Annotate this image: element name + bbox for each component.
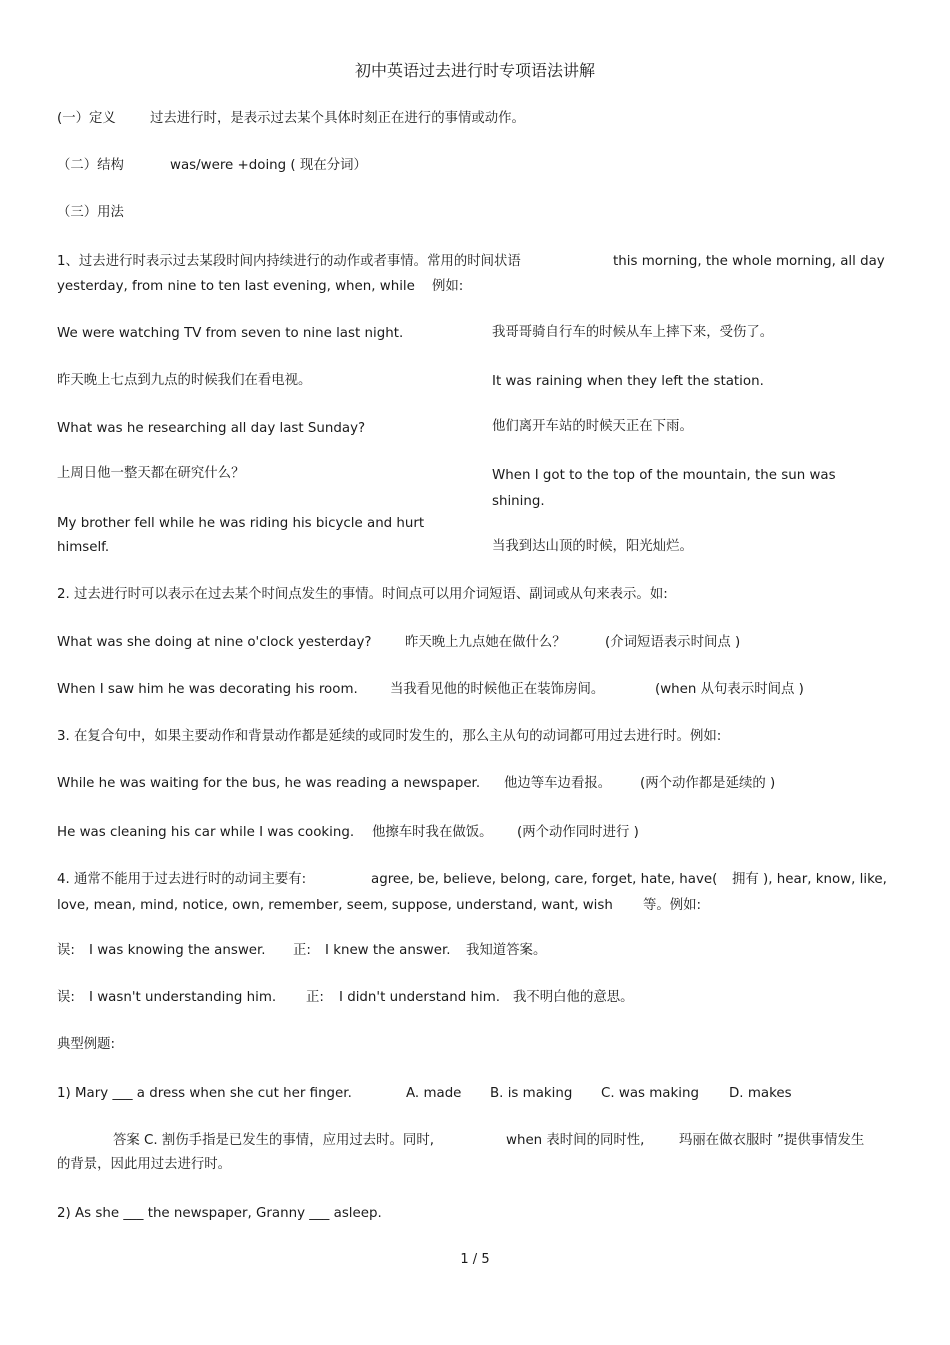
answer-1-conclusion: 的背景，因此用过去进行时。	[57, 1157, 232, 1172]
usage2-example-2: When I saw him he was decorating his room.	[57, 682, 358, 697]
usage4-heading: 4. 通常不能用于过去进行时的动词主要有:	[57, 872, 307, 887]
translation-1: 我知道答案。	[466, 943, 547, 958]
question-2: 2) As she ___ the newspaper, Granny ___ asleep.	[57, 1206, 382, 1221]
example-left-1: We were watching TV from seven to nine last night.	[57, 326, 404, 341]
question-1-option-d: D. makes	[729, 1086, 792, 1101]
usage3-example-1-note: (两个动作都是延续的 )	[640, 776, 776, 791]
wrong-sentence-1: I was knowing the answer.	[89, 943, 266, 958]
usage2-example-1-note: (介词短语表示时间点 )	[605, 635, 741, 650]
correct-label-2: 正:	[306, 990, 324, 1005]
example-right-3: 他们离开车站的时候天正在下雨。	[492, 419, 693, 434]
structure-formula: was/were +doing (	[170, 158, 296, 173]
usage1-time-phrases: this morning, the whole morning, all day	[613, 254, 885, 269]
question-1: 1) Mary ___ a dress when she cut her finger.	[57, 1086, 352, 1101]
usage2-example-2-cn: 当我看见他的时候他正在装饰房间。	[390, 682, 605, 697]
translation-2: 我不明白他的意思。	[513, 990, 634, 1005]
usage3-example-1: While he was waiting for the bus, he was reading a newspaper.	[57, 776, 481, 791]
definition-text: 过去进行时，是表示过去某个具体时刻正在进行的事情或动作。	[150, 111, 525, 126]
usage4-example-label: 等。例如:	[643, 898, 702, 913]
example-right-1: 我哥哥骑自行车的时候从车上摔下来，受伤了。	[492, 325, 774, 340]
question-1-option-b: B. is making	[490, 1086, 573, 1101]
example-right-4b: shining.	[492, 494, 545, 509]
usage3-example-2-note: (两个动作同时进行 )	[517, 825, 639, 840]
usage3-heading: 3. 在复合句中，如果主要动作和背景动作都是延续的或同时发生的，那么主从句的动词都可用过去进行时。例如:	[57, 729, 722, 744]
usage3-example-2-cn: 他擦车时我在做饭。	[372, 825, 493, 840]
page-title: 初中英语过去进行时专项语法讲解	[354, 61, 595, 80]
wrong-sentence-2: I wasn't understanding him.	[89, 990, 277, 1005]
usage4-verbs: agree, be, believe, belong, care, forget, hate, have(	[371, 872, 718, 887]
correct-label-1: 正:	[293, 943, 311, 958]
answer-1-context: 玛丽在做衣服时 ”提供事情发生	[679, 1133, 865, 1148]
example-left-3: What was he researching all day last Sunday?	[57, 421, 366, 436]
usage2-heading: 2. 过去进行时可以表示在过去某个时间点发生的事情。时间点可以用介词短语、副词或从句来表示。如:	[57, 587, 668, 602]
usage3-example-2: He was cleaning his car while I was cooking.	[57, 825, 355, 840]
example-right-5: 当我到达山顶的时候，阳光灿烂。	[492, 539, 693, 554]
usage3-example-1-cn: 他边等车边看报。	[504, 776, 612, 791]
correct-sentence-2: I didn't understand him.	[339, 990, 501, 1005]
usage1-text: 1、过去进行时表示过去某段时间内持续进行的动作或者事情。常用的时间状语	[57, 254, 521, 269]
example-left-5a: My brother fell while he was riding his bicycle and hurt	[57, 516, 425, 531]
usage1-time-phrases-cont: yesterday, from nine to ten last evening, when, while	[57, 279, 415, 294]
example-left-2: 昨天晚上七点到九点的时候我们在看电视。	[57, 373, 312, 388]
correct-sentence-1: I knew the answer.	[325, 943, 451, 958]
question-1-option-c: C. was making	[601, 1086, 699, 1101]
answer-1-when: when 表时间的同时性,	[506, 1133, 645, 1148]
usage2-example-1: What was she doing at nine o'clock yesterday?	[57, 635, 372, 650]
usage1-example-label: 例如:	[432, 279, 464, 294]
wrong-label-1: 误:	[57, 943, 75, 958]
wrong-label-2: 误:	[57, 990, 75, 1005]
definition-label: (一）定义	[57, 111, 116, 126]
structure-label: （二）结构	[57, 158, 124, 173]
usage4-verbs-line2: love, mean, mind, notice, own, remember, seem, suppose, understand, want, wish	[57, 898, 613, 913]
example-left-4: 上周日他一整天都在研究什么？	[57, 466, 245, 481]
answer-1-text: 答案 C. 割伤手指是已发生的事情，应用过去时。同时,	[113, 1133, 434, 1148]
structure-note: 现在分词）	[300, 158, 367, 173]
example-right-4a: When I got to the top of the mountain, the sun was	[492, 468, 836, 483]
typical-examples-heading: 典型例题:	[57, 1037, 116, 1052]
page-number: 1 / 5	[460, 1252, 490, 1267]
usage2-example-2-note: (when 从句表示时间点 )	[655, 682, 804, 697]
usage2-example-1-cn: 昨天晚上九点她在做什么？	[405, 635, 566, 650]
example-right-2: It was raining when they left the station.	[492, 374, 764, 389]
question-1-option-a: A. made	[406, 1086, 462, 1101]
example-left-5b: himself.	[57, 540, 110, 555]
usage-label: （三）用法	[57, 205, 124, 220]
usage4-verbs-cont: 拥有 ), hear, know, like,	[732, 872, 887, 887]
